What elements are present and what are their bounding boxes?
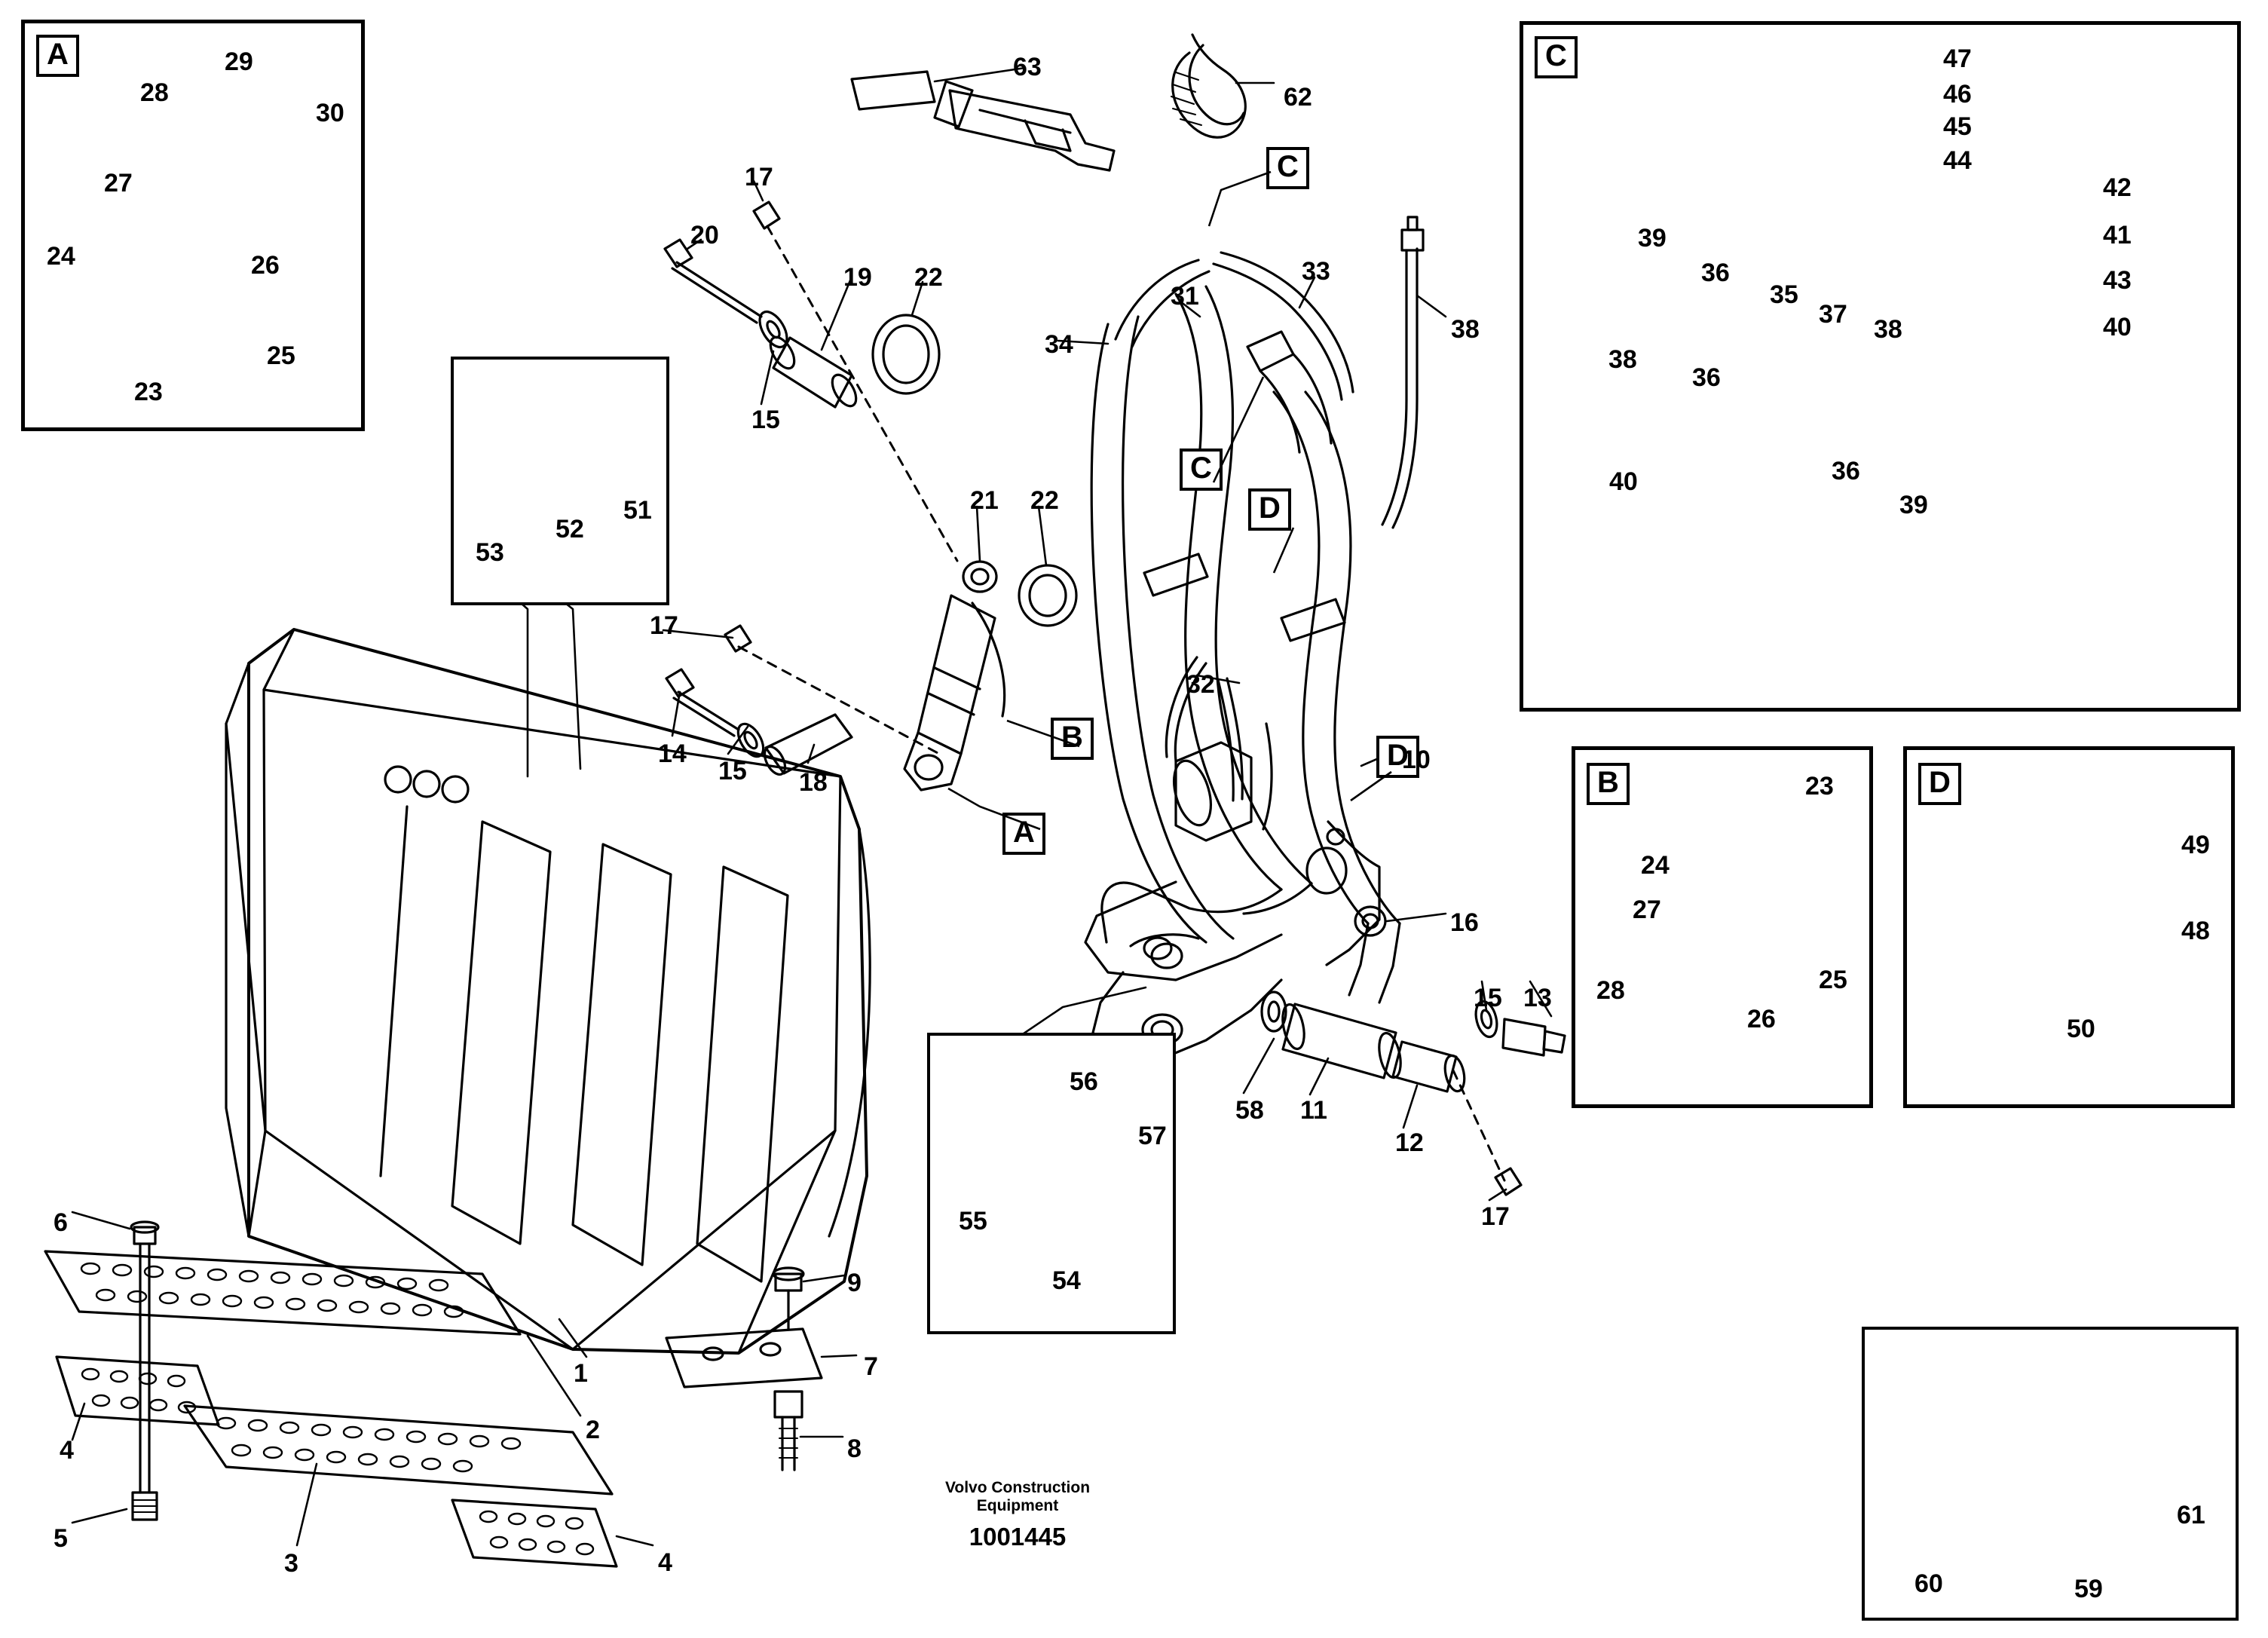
callout-30: 30	[316, 99, 344, 127]
detail-label-D: D	[1918, 763, 1961, 805]
drawing-number: 1001445	[969, 1523, 1067, 1551]
sheet-footer	[859, 1479, 1176, 1551]
callout-25: 25	[1819, 966, 1847, 994]
callout-13: 13	[1523, 984, 1552, 1012]
callout-63: 63	[1013, 53, 1042, 81]
callout-23: 23	[1805, 772, 1834, 801]
callout-60: 60	[1914, 1569, 1943, 1598]
callout-21: 21	[970, 486, 999, 515]
callout-38: 38	[1451, 315, 1480, 344]
callout-56: 56	[1070, 1067, 1098, 1096]
callout-11: 11	[1300, 1096, 1327, 1125]
callout-39: 39	[1638, 224, 1667, 253]
callout-17: 17	[650, 611, 678, 640]
callout-7: 7	[864, 1352, 878, 1381]
callout-17: 17	[1481, 1202, 1510, 1231]
callout-6: 6	[54, 1208, 68, 1237]
callout-12: 12	[1395, 1128, 1424, 1157]
detail-leader-D-lower: D	[1376, 736, 1419, 778]
callout-44: 44	[1943, 146, 1972, 175]
callout-29: 29	[225, 47, 253, 76]
callout-15: 15	[1474, 984, 1502, 1012]
callout-8: 8	[847, 1434, 862, 1463]
callout-34: 34	[1045, 330, 1073, 359]
callout-33: 33	[1302, 257, 1330, 286]
callout-32: 32	[1186, 670, 1215, 699]
callout-52: 52	[556, 515, 584, 543]
callout-50: 50	[2067, 1015, 2095, 1043]
callout-38: 38	[1874, 315, 1902, 344]
callout-41: 41	[2103, 221, 2132, 250]
callout-22: 22	[1030, 486, 1059, 515]
callout-15: 15	[751, 406, 780, 434]
callout-23: 23	[134, 378, 163, 406]
callout-58: 58	[1235, 1096, 1264, 1125]
callout-49: 49	[2181, 831, 2210, 859]
callout-35: 35	[1770, 280, 1798, 309]
detail-label-C: C	[1535, 36, 1578, 78]
callout-45: 45	[1943, 112, 1972, 141]
callout-24: 24	[47, 242, 75, 271]
detail-leader-C-top: C	[1266, 147, 1309, 189]
callout-27: 27	[1633, 896, 1661, 924]
callout-18: 18	[799, 768, 828, 797]
callout-36: 36	[1701, 259, 1730, 287]
callout-4: 4	[658, 1548, 672, 1577]
callout-40: 40	[1609, 467, 1638, 496]
callout-42: 42	[2103, 173, 2132, 202]
detail-label-B: B	[1587, 763, 1630, 805]
callout-40: 40	[2103, 313, 2132, 341]
detail-leader-C-mid: C	[1180, 449, 1223, 491]
callout-5: 5	[54, 1524, 68, 1553]
brand-line-2: Equipment	[976, 1497, 1059, 1515]
callout-26: 26	[251, 251, 280, 280]
callout-53: 53	[476, 538, 504, 567]
callout-27: 27	[104, 169, 133, 197]
callout-59: 59	[2074, 1575, 2103, 1603]
callout-26: 26	[1747, 1005, 1776, 1033]
callout-36: 36	[1832, 457, 1860, 485]
callout-55: 55	[959, 1207, 987, 1235]
callout-48: 48	[2181, 917, 2210, 945]
detail-label-A: A	[36, 35, 79, 77]
brand-line-1: Volvo Construction	[944, 1479, 1091, 1496]
callout-15: 15	[718, 757, 747, 785]
callout-25: 25	[267, 341, 295, 370]
callout-46: 46	[1943, 80, 1972, 109]
callout-57: 57	[1138, 1122, 1167, 1150]
callout-28: 28	[1596, 976, 1625, 1005]
callout-28: 28	[140, 78, 169, 107]
callout-2: 2	[586, 1416, 600, 1444]
callout-1: 1	[574, 1359, 588, 1388]
callout-36: 36	[1692, 363, 1721, 392]
detail-leader-B: B	[1051, 718, 1094, 760]
callout-14: 14	[658, 739, 687, 768]
callout-51: 51	[623, 496, 652, 525]
callout-62: 62	[1284, 83, 1312, 112]
callout-38: 38	[1608, 345, 1637, 374]
callout-10: 10	[1402, 746, 1431, 774]
callout-43: 43	[2103, 266, 2132, 295]
callout-22: 22	[914, 263, 943, 292]
callout-24: 24	[1641, 851, 1670, 880]
detail-leader-D-upper: D	[1248, 488, 1291, 531]
callout-31: 31	[1171, 282, 1199, 311]
callout-3: 3	[284, 1549, 298, 1578]
callout-17: 17	[745, 163, 773, 191]
callout-4: 4	[60, 1436, 74, 1465]
callout-47: 47	[1943, 44, 1972, 73]
callout-9: 9	[847, 1269, 862, 1297]
callout-19: 19	[843, 263, 872, 292]
callout-20: 20	[690, 221, 719, 250]
callout-54: 54	[1052, 1266, 1081, 1295]
callout-61: 61	[2177, 1501, 2205, 1529]
detail-leader-A: A	[1002, 813, 1045, 855]
callout-37: 37	[1819, 300, 1847, 329]
callout-39: 39	[1899, 491, 1928, 519]
callout-16: 16	[1450, 908, 1479, 937]
